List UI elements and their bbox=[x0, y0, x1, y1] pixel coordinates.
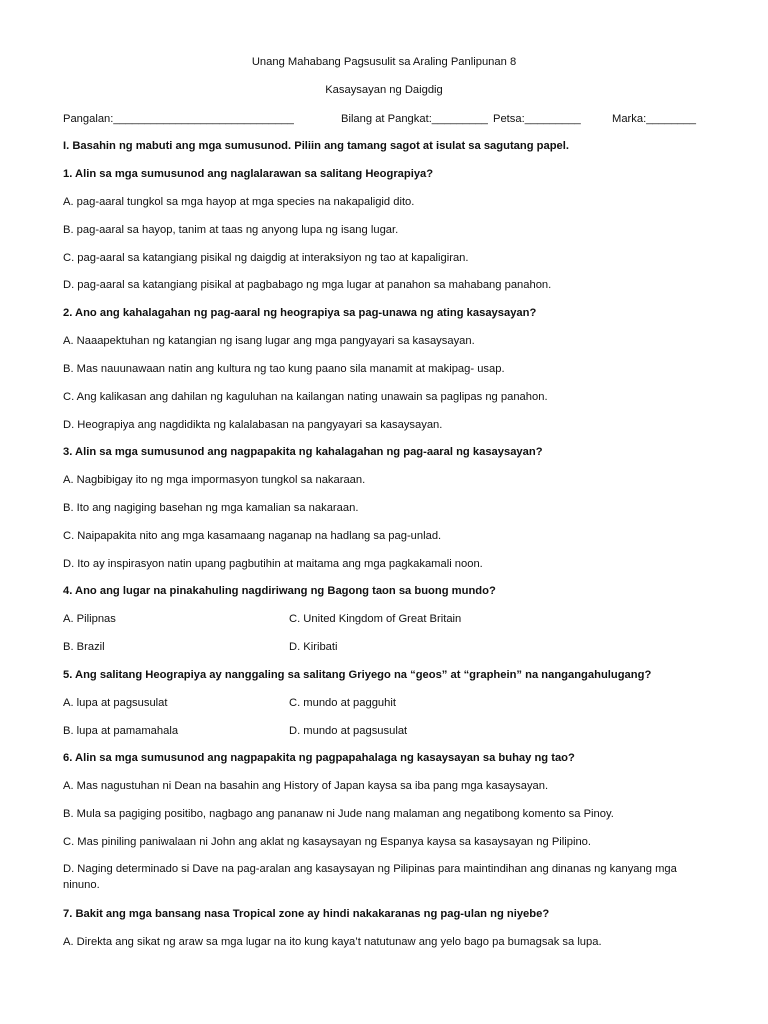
choice-3c: C. Naipapakita nito ang mga kasamaang naganap na hadlang sa pag-unlad. bbox=[63, 530, 442, 542]
exam-subtitle: Kasaysayan ng Daigdig bbox=[325, 84, 443, 96]
instructions: I. Basahin ng mabuti ang mga sumusunod. Piliin ang tamang sagot at isulat sa sagutang papel. bbox=[63, 140, 569, 152]
question-1: 1. Alin sa mga sumusunod ang naglalarawan sa salitang Heograpiya? bbox=[63, 168, 434, 180]
choice-2a: A. Naaapektuhan ng katangian ng isang lugar ang mga pangyayari sa kasaysayan. bbox=[63, 335, 475, 347]
choice-6c: C. Mas piniling paniwalaan ni John ang aklat ng kasaysayan ng Espanya kaysa sa kasaysayan ng Pilipino. bbox=[63, 836, 591, 848]
choice-1b: B. pag-aaral sa hayop, tanim at taas ng anyong lupa ng isang lugar. bbox=[63, 224, 399, 236]
choice-4a: A. Pilipnas bbox=[63, 613, 116, 625]
choice-5a: A. lupa at pagsusulat bbox=[63, 697, 168, 709]
exam-title: Unang Mahabang Pagsusulit sa Araling Panlipunan 8 bbox=[251, 56, 517, 68]
choice-5c: C. mundo at pagguhit bbox=[289, 697, 396, 709]
question-7: 7. Bakit ang mga bansang nasa Tropical zone ay hindi nakakaranas ng pag-ulan ng niyebe? bbox=[63, 908, 550, 920]
choice-4d: D. Kiribati bbox=[289, 641, 338, 653]
choice-4b: B. Brazil bbox=[63, 641, 105, 653]
choice-1c: C. pag-aaral sa katangiang pisikal ng daigdig at interaksiyon ng tao at kapaligiran. bbox=[63, 252, 469, 264]
choice-3a: A. Nagbibigay ito ng mga impormasyon tungkol sa nakaraan. bbox=[63, 474, 366, 486]
question-3: 3. Alin sa mga sumusunod ang nagpapakita ng kahalagahan ng pag-aaral ng kasaysayan? bbox=[63, 446, 543, 458]
choice-2d: D. Heograpiya ang nagdidikta ng kalalabasan na pangyayari sa kasaysayan. bbox=[63, 419, 443, 431]
choice-2c: C. Ang kalikasan ang dahilan ng kaguluhan na kailangan nating unawain sa paglipas ng panahon. bbox=[63, 391, 548, 403]
choice-4c: C. United Kingdom of Great Britain bbox=[289, 613, 462, 625]
choice-1a: A. pag-aaral tungkol sa mga hayop at mga species na nakapaligid dito. bbox=[63, 196, 415, 208]
score-field: Marka:________ bbox=[612, 113, 696, 125]
choice-3b: B. Ito ang nagiging basehan ng mga kamalian sa nakaraan. bbox=[63, 502, 359, 514]
choice-3d: D. Ito ay inspirasyon natin upang pagbutihin at maitama ang mga pagkakamali noon. bbox=[63, 558, 483, 570]
choice-7a: A. Direkta ang sikat ng araw sa mga lugar na ito kung kaya’t natutunaw ang yelo bago pa bumagsak sa lupa. bbox=[63, 936, 602, 948]
question-4: 4. Ano ang lugar na pinakahuling nagdiriwang ng Bagong taon sa buong mundo? bbox=[63, 585, 496, 597]
choice-6d: D. Naging determinado si Dave na pag-aralan ang kasaysayan ng Pilipinas para maintindihan ang dinanas ng kanyang mga ninuno. bbox=[63, 863, 677, 891]
question-6: 6. Alin sa mga sumusunod ang nagpapakita ng pagpapahalaga ng kasaysayan sa buhay ng tao? bbox=[63, 752, 575, 764]
choice-5d: D. mundo at pagsusulat bbox=[289, 725, 408, 737]
choice-5b: B. lupa at pamamahala bbox=[63, 725, 179, 737]
choice-6b: B. Mula sa pagiging positibo, nagbago ang pananaw ni Jude nang malaman ang negatibong komento sa Pinoy. bbox=[63, 808, 614, 820]
grade-section-field: Bilang at Pangkat:_________ bbox=[341, 113, 488, 125]
date-field: Petsa:_________ bbox=[493, 113, 581, 125]
question-2: 2. Ano ang kahalagahan ng pag-aaral ng heograpiya sa pag-unawa ng ating kasaysayan? bbox=[63, 307, 537, 319]
question-5: 5. Ang salitang Heograpiya ay nanggaling sa salitang Griyego na “geos” at “graphein” na nangangahulugang? bbox=[63, 669, 652, 681]
choice-2b: B. Mas nauunawaan natin ang kultura ng tao kung paano sila manamit at makipag- usap. bbox=[63, 363, 505, 375]
choice-1d: D. pag-aaral sa katangiang pisikal at pagbabago ng mga lugar at panahon sa mahabang panahon. bbox=[63, 279, 552, 291]
choice-6a: A. Mas nagustuhan ni Dean na basahin ang History of Japan kaysa sa iba pang mga kasaysayan. bbox=[63, 780, 549, 792]
name-field: Pangalan:_____________________________ bbox=[63, 113, 294, 125]
